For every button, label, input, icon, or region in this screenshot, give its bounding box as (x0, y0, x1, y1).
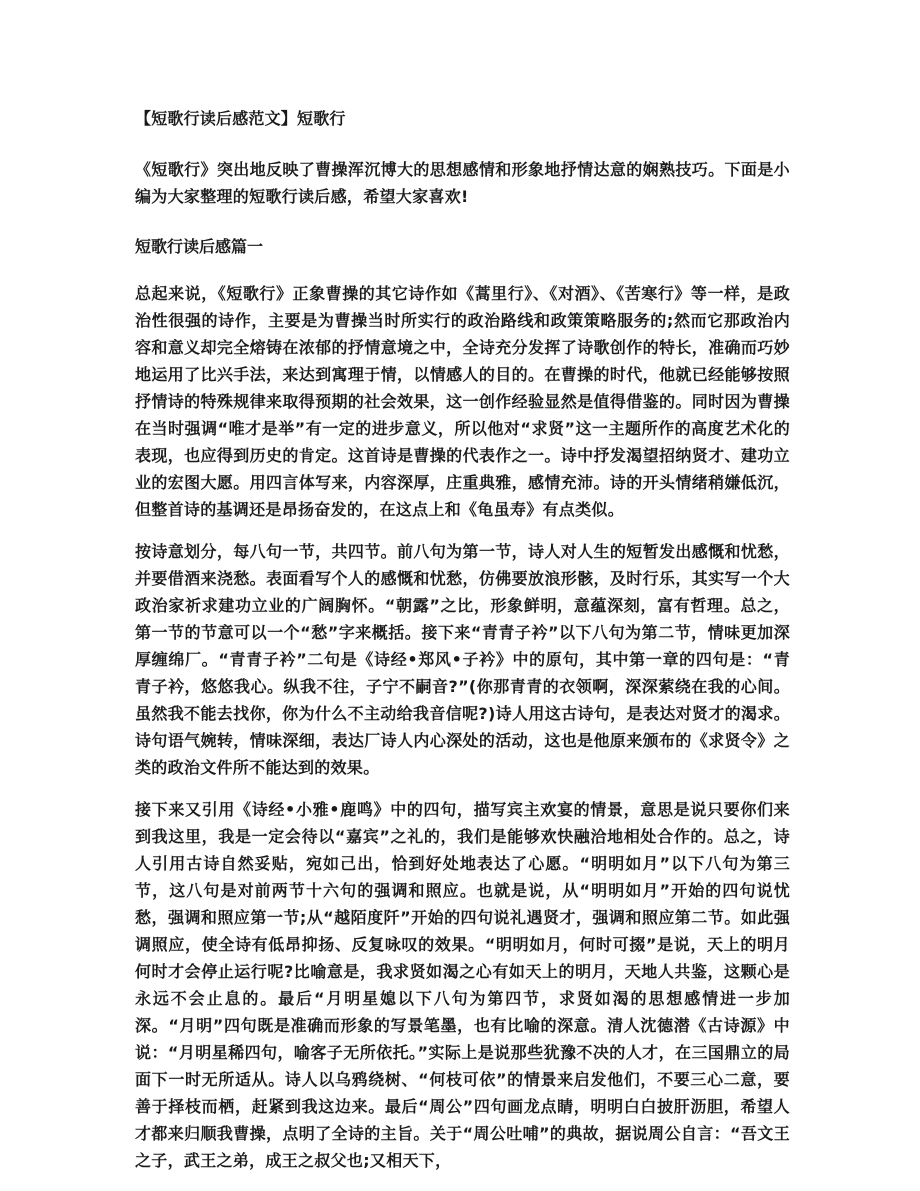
body-paragraph-2: 按诗意划分，每八句一节，共四节。前八句为第一节，诗人对人生的短暂发出感慨和忧愁，并要借酒来浇愁。表面看写个人的感慨和忧愁，仿佛要放浪形骸，及时行乐，其实写一个大政治家祈求建功立业的广阔胸怀。“朝露”之比，形象鲜明，意蕴深刻，富有哲理。总之，第一节的节意可以一个“愁”字来概括。接下来“青青子衿”以下八句为第二节，情味更加深厚缠绵厂。“青青子衿”二句是《诗经•郑风•子衿》中的原句，其中第一章的四句是：“青青子衿，悠悠我心。纵我不往，子宁不嗣音?”(你那青青的衣领啊，深深萦绕在我的心间。虽然我不能去找你，你为什么不主动给我音信呢?)诗人用这古诗句，是表达对贤才的渴求。诗句语气婉转，情味深细，表达厂诗人内心深处的活动，这也是他原来颁布的《求贤令》之类的政治文件所不能达到的效果。 (135, 542, 790, 777)
body-paragraph-3: 接下来又引用《诗经•小雅•鹿鸣》中的四句，描写宾主欢宴的情景，意思是说只要你们来到我这里，我是一定会待以“嘉宾”之礼的，我们是能够欢快融洽地相处合作的。总之，诗人引用古诗自然妥贴，宛如己出，恰到好处地表达了心愿。“明明如月”以下八句为第三节，这八句是对前两节十六句的强调和照应。也就是说，从“明明如月”开始的四句说忧愁，强调和照应第一节;从“越陌度阡”开始的四句说礼遇贤才，强调和照应第二节。如此强调照应，使全诗有低昂抑扬、反复咏叹的效果。“明明如月，何时可掇”是说，天上的明月何时才会停止运行呢?比喻意是，我求贤如渴之心有如天上的明月，天地人共鉴，这颗心是永远不会止息的。最后“月明星媳以下八句为第四节，求贤如渴的思想感情进一步加深。“月明”四句既是准确而形象的写景笔墨，也有比喻的深意。清人沈德潜《古诗源》中说：“月明星稀四句，喻客子无所依托。”实际上是说那些犹豫不决的人才，在三国鼎立的局面下一时无所适从。诗人以乌鸦绕树、“何枝可依”的情景来启发他们，不要三心二意，要善于择枝而栖，赶紧到我这边来。最后“周公”四句画龙点睛，明明白白披肝沥胆，希望人才都来归顺我曹操，点明了全诗的主旨。关于“周公吐哺”的典故，据说周公自言：“吾文王之子，武王之弟，成王之叔父也;又相天下， (135, 800, 790, 1170)
body-paragraph-1: 总起来说，《短歌行》正象曹操的其它诗作如《蒿里行》、《对酒》、《苦寒行》等一样，是政治性很强的诗作，主要是为曹操当时所实行的政治路线和政策策略服务的;然而它那政治内容和意义却完全熔铸在浓郁的抒情意境之中，全诗充分发挥了诗歌创作的特长，准确而巧妙地运用了比兴手法，来达到寓理于情，以情感人的目的。在曹操的时代，他就已经能够按照抒情诗的特殊规律来取得预期的社会效果，这一创作经验显然是值得借鉴的。同时因为曹操在当时强调“唯才是举”有一定的进步意义，所以他对“求贤”这一主题所作的高度艺术化的表现，也应得到历史的肯定。这首诗是曹操的代表作之一。诗中抒发渴望招纳贤才、建功立业的宏图大愿。用四言体写来，内容深厚，庄重典雅，感情充沛。诗的开头情绪稍嫌低沉，但整首诗的基调还是昂扬奋发的，在这点上和《龟虽寿》有点类似。 (135, 284, 790, 519)
intro-paragraph: 《短歌行》突出地反映了曹操浑沉博大的思想感情和形象地抒情达意的娴熟技巧。下面是小编为大家整理的短歌行读后感，希望大家喜欢! (135, 160, 790, 206)
document-page (135, 108, 790, 1174)
section-heading: 短歌行读后感篇一 (135, 237, 264, 256)
document-title: 【短歌行读后感范文】短歌行 (135, 109, 346, 128)
